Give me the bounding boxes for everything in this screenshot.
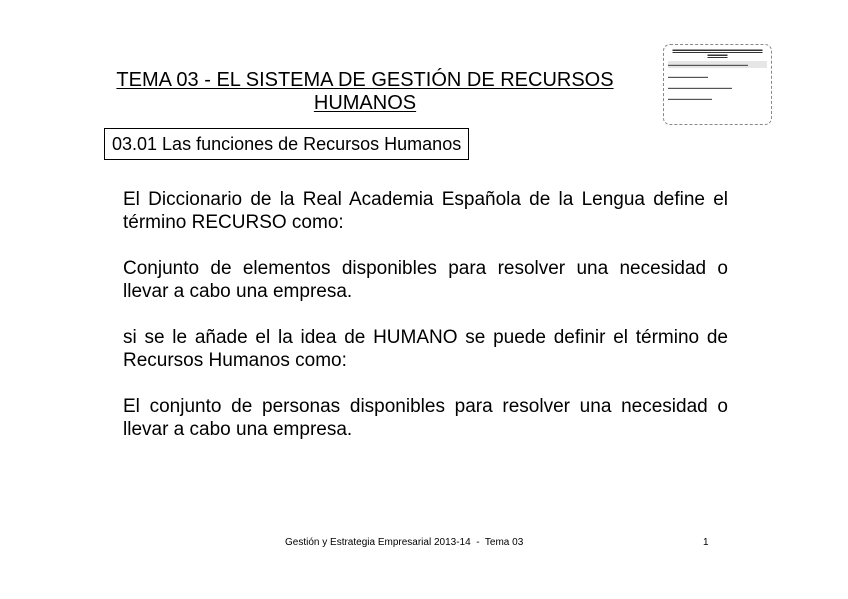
toc-thumbnail-item-placeholder: ▬▬▬▬▬▬▬▬▬▬ (668, 74, 708, 79)
toc-thumbnail-title-placeholder: ▬▬▬▬▬▬▬▬▬▬▬▬▬▬▬▬▬▬ ▬▬▬▬ (672, 47, 763, 58)
paragraph: si se le añade el la idea de HUMANO se puede definir el término de Recursos Humanos como: (123, 327, 728, 371)
slide-title-line-1: TEMA 03 - EL SISTEMA DE GESTIÓN DE RECURSOS (116, 69, 614, 91)
paragraph: El conjunto de personas disponibles para resolver una necesidad o llevar a cabo una empresa. (123, 396, 728, 440)
toc-thumbnail (663, 44, 772, 125)
slide-title-line-2: HUMANOS (313, 92, 417, 114)
toc-thumbnail-item-placeholder: ▬▬▬▬▬▬▬▬▬▬▬ (668, 96, 712, 101)
page-number: 1 (703, 537, 709, 548)
paragraph: Conjunto de elementos disponibles para resolver una necesidad o llevar a cabo una empresa. (123, 258, 728, 302)
paragraph: El Diccionario de la Real Academia Española de la Lengua define el término RECURSO como: (123, 189, 728, 233)
section-heading: 03.01 Las funciones de Recursos Humanos (112, 134, 462, 154)
body-text (123, 188, 728, 464)
section-heading-box (104, 128, 469, 160)
footer-text: Gestión y Estrategia Empresarial 2013-14 - Tema 03 (285, 537, 524, 548)
toc-thumbnail-item-placeholder: ▬▬▬▬▬▬▬▬▬▬▬▬▬▬▬▬ (668, 85, 732, 90)
slide-title (100, 69, 630, 115)
toc-thumbnail-item-placeholder: ▬▬▬▬▬▬▬▬▬▬▬▬▬▬▬▬▬▬▬▬ (668, 61, 767, 68)
